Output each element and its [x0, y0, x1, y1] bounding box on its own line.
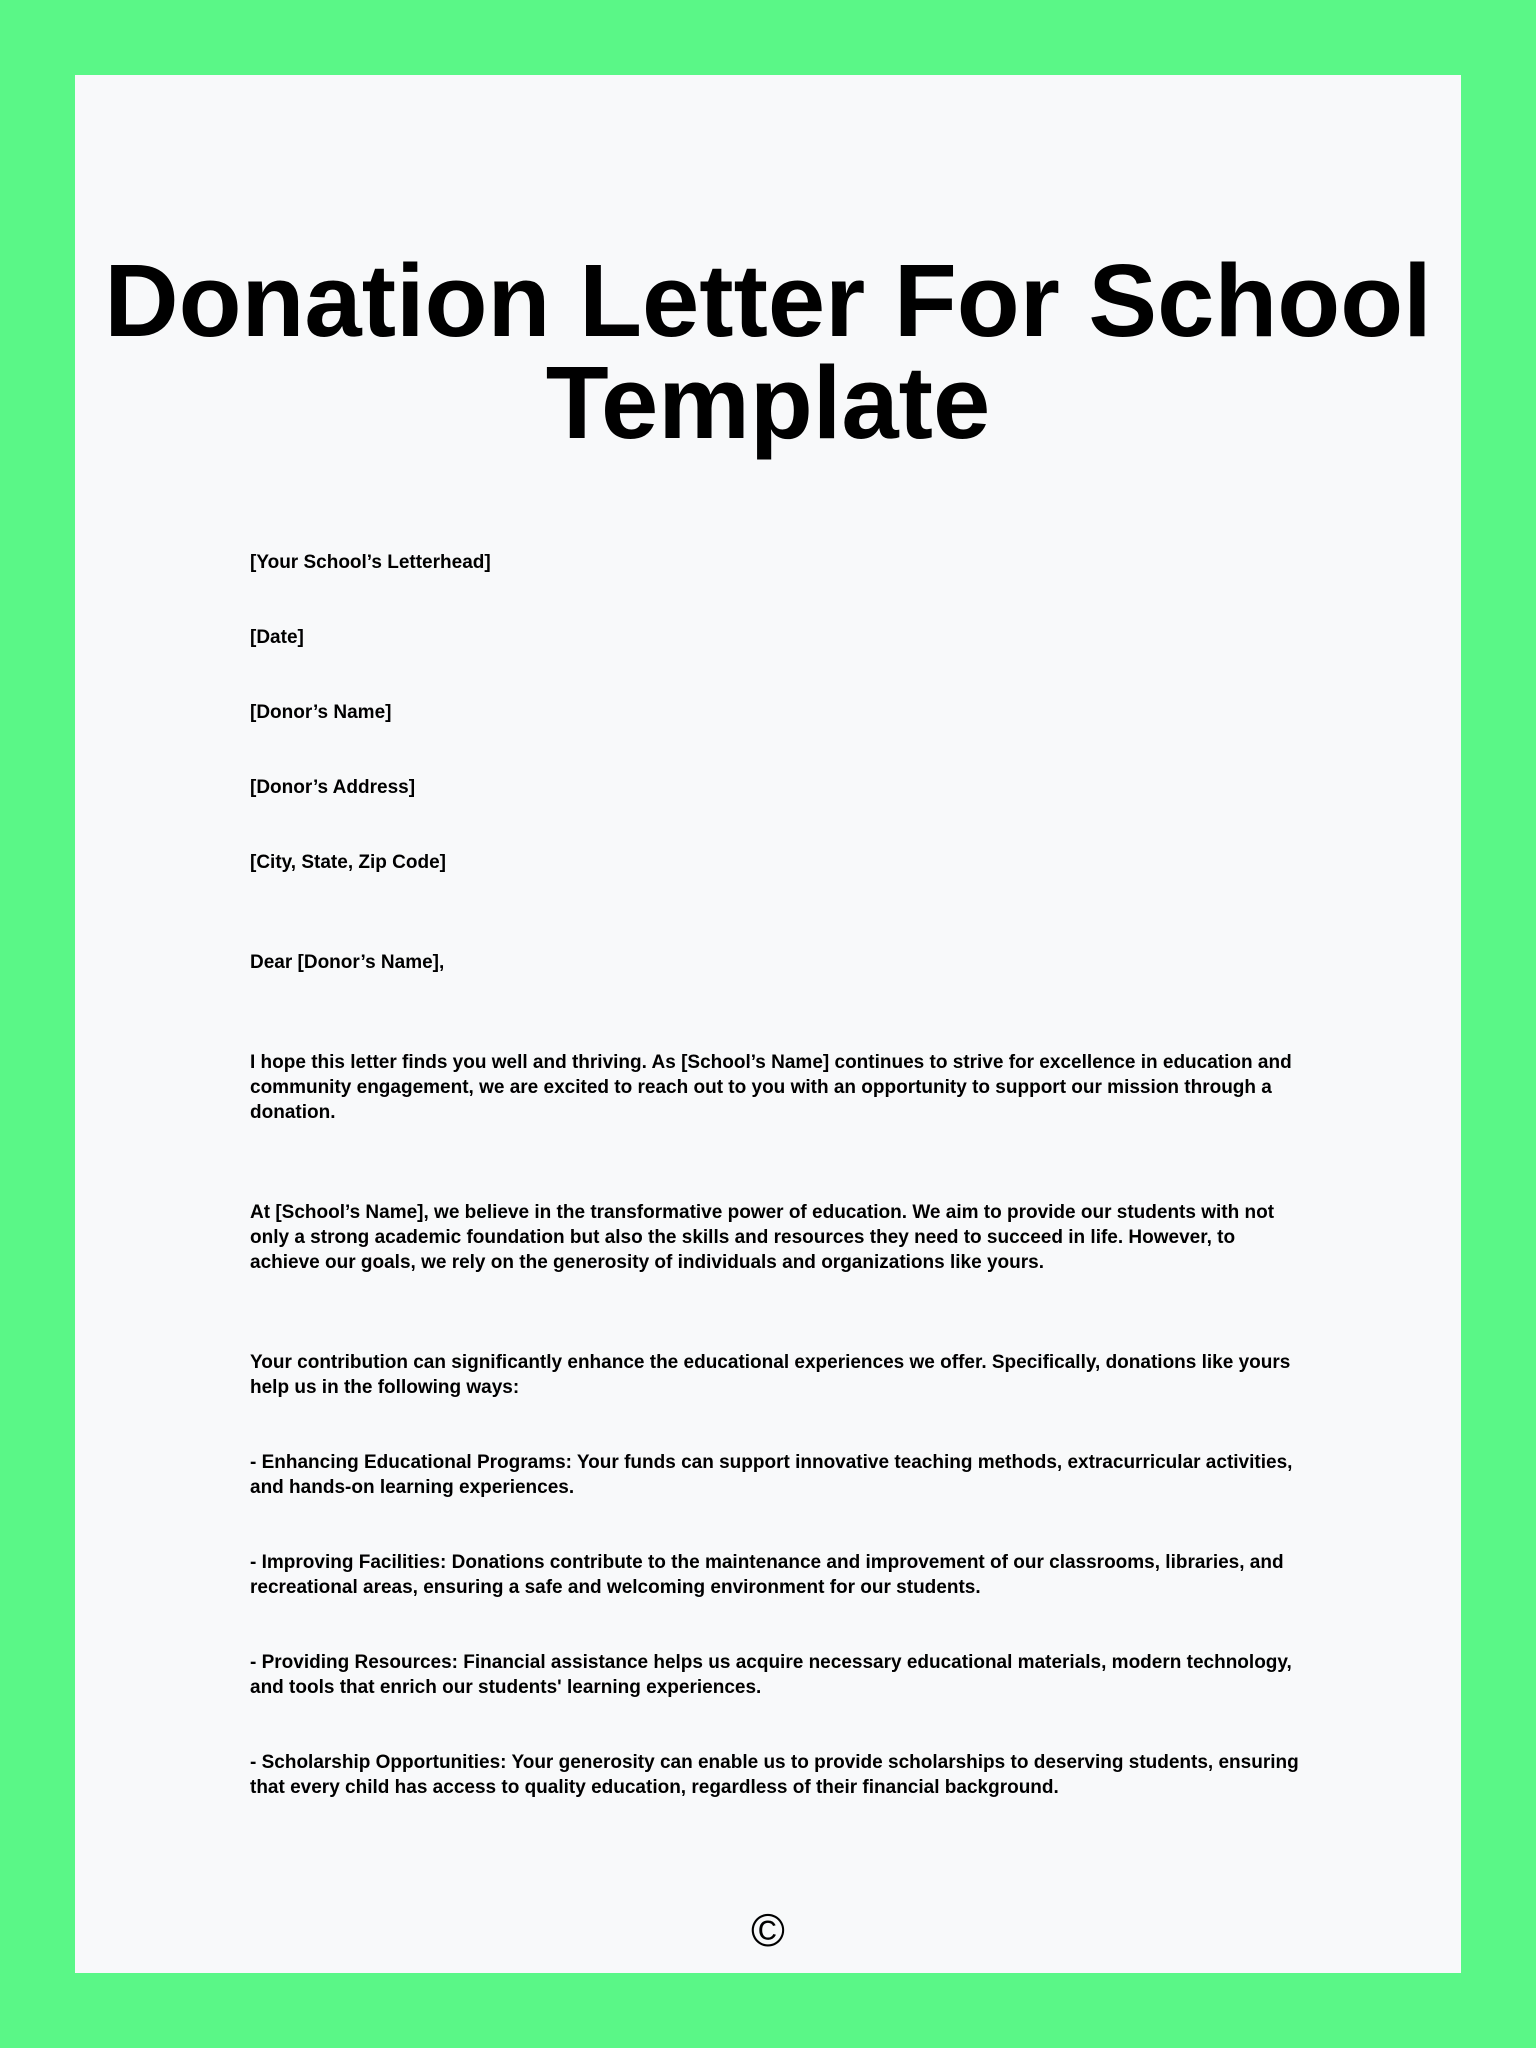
date-field: [Date] — [250, 627, 304, 648]
copyright-icon: © — [751, 1904, 785, 1956]
bullet-improving-facilities: - Improving Facilities: Donations contribute to the maintenance and improvement of our classrooms, libraries, and recreational areas, ensuring a safe and welcoming environment for our students. — [250, 1552, 1284, 1598]
bullet-educational-programs: - Enhancing Educational Programs: Your funds can support innovative teaching methods, extracurricular activities, and hands-on learning experiences. — [250, 1452, 1293, 1498]
paragraph-contribution: Your contribution can significantly enhance the educational experiences we offer. Specifically, donations like yours help us in the following ways: — [250, 1352, 1291, 1398]
donor-address-field: [Donor’s Address] — [250, 777, 416, 798]
page-title — [75, 243, 1461, 460]
title-line-1: Donation Letter For School — [104, 243, 1432, 358]
letterhead-field: [Your School’s Letterhead] — [250, 552, 491, 573]
donor-name-field: [Donor’s Name] — [250, 702, 392, 723]
bullet-scholarship-opportunities: - Scholarship Opportunities: Your generosity can enable us to provide scholarships to deserving students, ensuring that every child has access to quality education, regardless of their financial background. — [250, 1752, 1299, 1798]
title-line-2: Template — [545, 345, 991, 460]
salutation: Dear [Donor’s Name], — [250, 952, 445, 973]
bullet-providing-resources: - Providing Resources: Financial assistance helps us acquire necessary educational materials, modern technology, and tools that enrich our students' learning experiences. — [250, 1652, 1292, 1698]
document-page — [75, 75, 1461, 1973]
paragraph-intro: I hope this letter finds you well and thriving. As [School’s Name] continues to strive for excellence in education and community engagement, we are excited to reach out to you with an opportunity to support our mission through a donation. — [250, 1052, 1292, 1123]
paragraph-mission: At [School’s Name], we believe in the transformative power of education. We aim to provide our students with not only a strong academic foundation but also the skills and resources they need to succeed in life. However, to achieve our goals, we rely on the generosity of individuals and organizations like yours. — [250, 1202, 1275, 1273]
city-state-zip-field: [City, State, Zip Code] — [250, 852, 446, 873]
